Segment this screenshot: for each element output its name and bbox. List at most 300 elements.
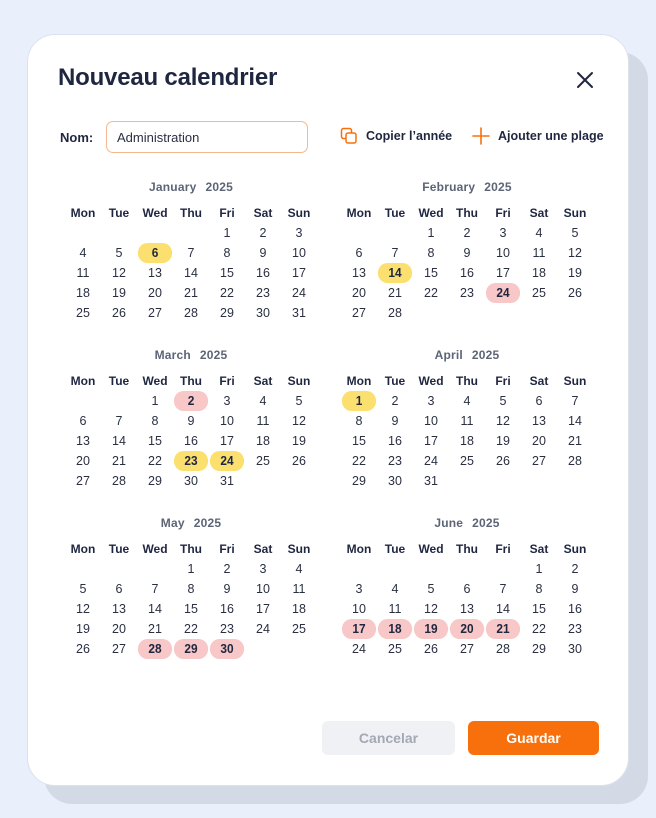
day-cell[interactable]: 5 <box>115 246 123 260</box>
day-cell[interactable]: 31 <box>220 474 234 488</box>
weekday-label: Sat <box>529 542 549 556</box>
day-cell[interactable]: 10 <box>424 414 438 428</box>
week-row <box>65 471 317 491</box>
day-cell[interactable]: 17 <box>292 266 306 280</box>
empty-day-cell <box>485 471 521 491</box>
day-cell[interactable]: 2 <box>391 394 399 408</box>
weekday-label: Sat <box>253 374 273 388</box>
weekday-label: Sat <box>529 374 549 388</box>
weekday-header <box>341 371 593 391</box>
month-name: June <box>434 516 464 530</box>
day-cell[interactable]: 28 <box>112 474 126 488</box>
day-cell[interactable]: 24 <box>352 642 366 656</box>
day-cell[interactable]: 23 <box>460 286 474 300</box>
week-row <box>65 579 317 599</box>
week-row <box>341 639 593 659</box>
day-cell[interactable]: 14 <box>148 602 162 616</box>
day-cell[interactable]: 7 <box>571 394 579 408</box>
week-row <box>341 223 593 243</box>
empty-day-cell <box>521 471 557 491</box>
day-cell[interactable]: 5 <box>571 226 579 240</box>
day-cell[interactable]: 13 <box>148 266 162 280</box>
day-cell[interactable]: 17 <box>496 266 510 280</box>
day-cell[interactable]: 22 <box>148 454 162 468</box>
day-cell[interactable]: 25 <box>460 454 474 468</box>
week-row <box>65 243 317 263</box>
day-cell[interactable]: 21 <box>388 286 402 300</box>
empty-day-cell <box>101 223 137 243</box>
month-title <box>65 515 317 531</box>
day-cell[interactable]: 3 <box>223 394 231 408</box>
day-cell[interactable]: 3 <box>259 562 267 576</box>
day-cell[interactable]: 2 <box>571 562 579 576</box>
day-cell[interactable]: 22 <box>424 286 438 300</box>
day-cell[interactable]: 7 <box>391 246 399 260</box>
day-cell[interactable]: 12 <box>292 414 306 428</box>
day-cell[interactable]: 16 <box>460 266 474 280</box>
day-cell[interactable]: 13 <box>532 414 546 428</box>
day-cell[interactable]: 12 <box>112 266 126 280</box>
dialog-title: Nouveau calendrier <box>58 64 278 91</box>
day-cell[interactable]: 24 <box>424 454 438 468</box>
day-cell[interactable]: 25 <box>292 622 306 636</box>
day-cell[interactable]: 17 <box>220 434 234 448</box>
day-cell[interactable]: 18 <box>292 602 306 616</box>
day-cell[interactable]: 23 <box>256 286 270 300</box>
day-cell[interactable]: 1 <box>187 562 195 576</box>
day-cell[interactable]: 22 <box>532 622 546 636</box>
day-cell[interactable]: 22 <box>184 622 198 636</box>
week-row <box>65 451 317 471</box>
week-row <box>65 283 317 303</box>
day-cell[interactable]: 25 <box>388 642 402 656</box>
copy-icon <box>340 127 358 145</box>
weekday-label: Sun <box>563 206 587 220</box>
day-cell[interactable]: 7 <box>115 414 123 428</box>
day-cell[interactable]: 12 <box>568 246 582 260</box>
day-cell[interactable]: 13 <box>460 602 474 616</box>
day-cell[interactable]: 13 <box>352 266 366 280</box>
empty-day-cell <box>341 223 377 243</box>
day-cell[interactable]: 12 <box>76 602 90 616</box>
day-cell[interactable]: 11 <box>460 414 474 428</box>
day-cell[interactable]: 17 <box>256 602 270 616</box>
day-cell[interactable]: 18 <box>532 266 546 280</box>
day-cell[interactable]: 9 <box>571 582 579 596</box>
day-cell[interactable]: 30 <box>184 474 198 488</box>
day-cell[interactable]: 3 <box>295 226 303 240</box>
empty-day-cell <box>557 471 593 491</box>
weekday-label: Fri <box>495 542 511 556</box>
day-cell[interactable]: 1 <box>427 226 435 240</box>
day-cell[interactable]: 20 <box>148 286 162 300</box>
day-cell[interactable]: 24 <box>486 283 520 303</box>
day-cell[interactable]: 4 <box>535 226 543 240</box>
weekday-label: Wed <box>142 374 168 388</box>
day-cell[interactable]: 6 <box>355 246 363 260</box>
day-cell[interactable]: 1 <box>151 394 159 408</box>
empty-day-cell <box>137 559 173 579</box>
day-cell[interactable]: 2 <box>463 226 471 240</box>
day-cell[interactable]: 6 <box>535 394 543 408</box>
weekday-header <box>65 371 317 391</box>
day-cell[interactable]: 26 <box>496 454 510 468</box>
day-cell[interactable]: 12 <box>424 602 438 616</box>
weekday-label: Thu <box>180 542 202 556</box>
day-cell[interactable]: 31 <box>292 306 306 320</box>
day-cell[interactable]: 27 <box>532 454 546 468</box>
day-cell[interactable]: 28 <box>184 306 198 320</box>
day-cell[interactable]: 4 <box>259 394 267 408</box>
day-cell[interactable]: 5 <box>499 394 507 408</box>
day-cell[interactable]: 11 <box>76 266 90 280</box>
day-cell[interactable]: 28 <box>496 642 510 656</box>
day-cell[interactable]: 21 <box>112 454 126 468</box>
day-cell[interactable]: 30 <box>210 639 244 659</box>
day-cell[interactable]: 9 <box>187 414 195 428</box>
week-row <box>341 579 593 599</box>
weekday-label: Tue <box>108 542 130 556</box>
weekday-header <box>65 203 317 223</box>
weekday-label: Wed <box>142 542 168 556</box>
day-cell[interactable]: 19 <box>568 266 582 280</box>
empty-day-cell <box>449 471 485 491</box>
day-cell[interactable]: 4 <box>79 246 87 260</box>
weekday-label: Fri <box>219 374 235 388</box>
day-cell[interactable]: 27 <box>148 306 162 320</box>
day-cell[interactable]: 16 <box>220 602 234 616</box>
day-cell[interactable]: 3 <box>499 226 507 240</box>
day-cell[interactable]: 6 <box>79 414 87 428</box>
name-input[interactable] <box>106 121 308 153</box>
empty-day-cell <box>449 559 485 579</box>
day-cell[interactable]: 4 <box>295 562 303 576</box>
day-cell[interactable]: 19 <box>496 434 510 448</box>
day-cell[interactable]: 4 <box>391 582 399 596</box>
day-cell[interactable]: 26 <box>76 642 90 656</box>
weekday-header <box>65 539 317 559</box>
month-year: 2025 <box>484 180 512 194</box>
day-cell[interactable]: 15 <box>424 266 438 280</box>
day-cell[interactable]: 5 <box>427 582 435 596</box>
day-cell[interactable]: 15 <box>220 266 234 280</box>
empty-day-cell <box>557 303 593 323</box>
weekday-label: Sat <box>529 206 549 220</box>
day-cell[interactable]: 30 <box>568 642 582 656</box>
day-cell[interactable]: 16 <box>388 434 402 448</box>
day-cell[interactable]: 18 <box>378 619 412 639</box>
day-cell[interactable]: 8 <box>427 246 435 260</box>
day-cell[interactable]: 15 <box>184 602 198 616</box>
day-cell[interactable]: 18 <box>460 434 474 448</box>
weekday-label: Wed <box>418 374 444 388</box>
day-cell[interactable]: 25 <box>532 286 546 300</box>
week-row <box>341 559 593 579</box>
month-calendar-june <box>341 515 593 659</box>
day-cell[interactable]: 20 <box>352 286 366 300</box>
day-cell[interactable]: 10 <box>256 582 270 596</box>
day-cell[interactable]: 16 <box>568 602 582 616</box>
day-cell[interactable]: 29 <box>532 642 546 656</box>
day-cell[interactable]: 29 <box>148 474 162 488</box>
copy-year-button[interactable] <box>340 127 452 145</box>
month-year: 2025 <box>205 180 233 194</box>
day-cell[interactable]: 1 <box>223 226 231 240</box>
weekday-label: Wed <box>418 542 444 556</box>
week-row <box>65 639 317 659</box>
weekday-label: Fri <box>219 206 235 220</box>
day-cell[interactable]: 1 <box>535 562 543 576</box>
day-cell[interactable]: 23 <box>568 622 582 636</box>
weekday-label: Fri <box>495 206 511 220</box>
weekday-label: Sun <box>287 206 311 220</box>
day-cell[interactable]: 16 <box>256 266 270 280</box>
day-cell[interactable]: 21 <box>148 622 162 636</box>
day-cell[interactable]: 10 <box>292 246 306 260</box>
day-cell[interactable]: 10 <box>496 246 510 260</box>
empty-day-cell <box>281 639 317 659</box>
day-cell[interactable]: 13 <box>76 434 90 448</box>
day-cell[interactable]: 21 <box>184 286 198 300</box>
day-cell[interactable]: 7 <box>151 582 159 596</box>
day-cell[interactable]: 27 <box>112 642 126 656</box>
new-calendar-dialog <box>27 34 629 786</box>
week-row <box>65 619 317 639</box>
day-cell[interactable]: 21 <box>568 434 582 448</box>
day-cell[interactable]: 14 <box>112 434 126 448</box>
day-cell[interactable]: 11 <box>532 246 546 260</box>
day-cell[interactable]: 21 <box>486 619 520 639</box>
day-cell[interactable]: 7 <box>187 246 195 260</box>
empty-day-cell <box>173 223 209 243</box>
day-cell[interactable]: 11 <box>256 414 270 428</box>
day-cell[interactable]: 10 <box>220 414 234 428</box>
empty-day-cell <box>521 303 557 323</box>
day-cell[interactable]: 8 <box>535 582 543 596</box>
day-cell[interactable]: 19 <box>76 622 90 636</box>
add-range-button[interactable] <box>472 127 604 145</box>
day-cell[interactable]: 6 <box>115 582 123 596</box>
week-row <box>65 559 317 579</box>
weekday-label: Thu <box>456 206 478 220</box>
day-cell[interactable]: 19 <box>292 434 306 448</box>
cancel-button[interactable]: Cancelar <box>322 721 455 755</box>
day-cell[interactable]: 17 <box>424 434 438 448</box>
day-cell[interactable]: 24 <box>210 451 244 471</box>
save-button[interactable]: Guardar <box>468 721 599 755</box>
weekday-label: Thu <box>180 206 202 220</box>
day-cell[interactable]: 3 <box>355 582 363 596</box>
weekday-label: Sat <box>253 542 273 556</box>
weekday-label: Sun <box>287 374 311 388</box>
day-cell[interactable]: 8 <box>223 246 231 260</box>
day-cell[interactable]: 24 <box>292 286 306 300</box>
day-cell[interactable]: 15 <box>148 434 162 448</box>
day-cell[interactable]: 11 <box>292 582 306 596</box>
day-cell[interactable]: 30 <box>256 306 270 320</box>
day-cell[interactable]: 14 <box>184 266 198 280</box>
week-row <box>341 243 593 263</box>
empty-day-cell <box>65 391 101 411</box>
empty-day-cell <box>413 559 449 579</box>
day-cell[interactable]: 26 <box>568 286 582 300</box>
day-cell[interactable]: 2 <box>174 391 208 411</box>
weekday-label: Wed <box>418 206 444 220</box>
day-cell[interactable]: 9 <box>223 582 231 596</box>
day-cell[interactable]: 29 <box>220 306 234 320</box>
weekday-label: Tue <box>108 374 130 388</box>
weekday-label: Mon <box>346 206 372 220</box>
month-name: April <box>434 348 463 362</box>
day-cell[interactable]: 28 <box>138 639 172 659</box>
month-calendar-may <box>65 515 317 659</box>
weekday-label: Fri <box>219 542 235 556</box>
empty-day-cell <box>341 559 377 579</box>
month-year: 2025 <box>199 348 228 362</box>
week-row <box>65 431 317 451</box>
day-cell[interactable]: 26 <box>292 454 306 468</box>
day-cell[interactable]: 26 <box>112 306 126 320</box>
day-cell[interactable]: 7 <box>499 582 507 596</box>
weekday-label: Thu <box>180 374 202 388</box>
day-cell[interactable]: 20 <box>532 434 546 448</box>
weekday-label: Mon <box>70 542 96 556</box>
week-row <box>65 599 317 619</box>
day-cell[interactable]: 12 <box>496 414 510 428</box>
month-calendar-january <box>65 179 317 323</box>
weekday-label: Mon <box>70 374 96 388</box>
day-cell[interactable]: 27 <box>352 306 366 320</box>
day-cell[interactable]: 24 <box>256 622 270 636</box>
month-name: January <box>149 180 197 194</box>
day-cell[interactable]: 14 <box>496 602 510 616</box>
day-cell[interactable]: 8 <box>355 414 363 428</box>
day-cell[interactable]: 22 <box>352 454 366 468</box>
day-cell[interactable]: 9 <box>391 414 399 428</box>
day-cell[interactable]: 17 <box>342 619 376 639</box>
month-year: 2025 <box>471 348 500 362</box>
day-cell[interactable]: 26 <box>424 642 438 656</box>
empty-day-cell <box>377 559 413 579</box>
day-cell[interactable]: 29 <box>352 474 366 488</box>
empty-day-cell <box>245 639 281 659</box>
weekday-label: Sun <box>563 542 587 556</box>
weekday-label: Mon <box>70 206 96 220</box>
month-title <box>341 179 593 195</box>
month-title <box>341 347 593 363</box>
week-row <box>65 223 317 243</box>
day-cell[interactable]: 2 <box>259 226 267 240</box>
day-cell[interactable]: 19 <box>112 286 126 300</box>
day-cell[interactable]: 25 <box>256 454 270 468</box>
day-cell[interactable]: 19 <box>414 619 448 639</box>
day-cell[interactable]: 18 <box>76 286 90 300</box>
week-row <box>341 451 593 471</box>
day-cell[interactable]: 15 <box>532 602 546 616</box>
empty-day-cell <box>65 559 101 579</box>
weekday-label: Wed <box>142 206 168 220</box>
empty-day-cell <box>485 303 521 323</box>
day-cell[interactable]: 29 <box>174 639 208 659</box>
week-row <box>341 619 593 639</box>
day-cell[interactable]: 5 <box>295 394 303 408</box>
week-row <box>341 303 593 323</box>
empty-day-cell <box>101 559 137 579</box>
close-icon[interactable] <box>573 68 597 92</box>
day-cell[interactable]: 9 <box>259 246 267 260</box>
month-title <box>65 347 317 363</box>
day-cell[interactable]: 11 <box>388 602 402 616</box>
day-cell[interactable]: 14 <box>378 263 412 283</box>
month-calendar-march <box>65 347 317 491</box>
empty-day-cell <box>101 391 137 411</box>
month-name: February <box>422 180 476 194</box>
day-cell[interactable]: 28 <box>568 454 582 468</box>
empty-day-cell <box>65 223 101 243</box>
month-name: March <box>154 348 191 362</box>
weekday-label: Fri <box>495 374 511 388</box>
day-cell[interactable]: 6 <box>463 582 471 596</box>
day-cell[interactable]: 4 <box>463 394 471 408</box>
empty-day-cell <box>377 223 413 243</box>
week-row <box>341 471 593 491</box>
weekday-label: Sun <box>287 542 311 556</box>
day-cell[interactable]: 20 <box>450 619 484 639</box>
day-cell[interactable]: 5 <box>79 582 87 596</box>
day-cell[interactable]: 27 <box>460 642 474 656</box>
empty-day-cell <box>413 303 449 323</box>
week-row <box>341 283 593 303</box>
day-cell[interactable]: 22 <box>220 286 234 300</box>
day-cell[interactable]: 30 <box>388 474 402 488</box>
day-cell[interactable]: 20 <box>76 454 90 468</box>
day-cell[interactable]: 1 <box>342 391 376 411</box>
day-cell[interactable]: 8 <box>151 414 159 428</box>
month-calendar-february <box>341 179 593 323</box>
add-range-label: Ajouter une plage <box>498 129 604 143</box>
day-cell[interactable]: 20 <box>112 622 126 636</box>
empty-day-cell <box>281 471 317 491</box>
day-cell[interactable]: 10 <box>352 602 366 616</box>
weekday-label: Sun <box>563 374 587 388</box>
day-cell[interactable]: 31 <box>424 474 438 488</box>
day-cell[interactable]: 3 <box>427 394 435 408</box>
week-row <box>65 263 317 283</box>
day-cell[interactable]: 15 <box>352 434 366 448</box>
day-cell[interactable]: 23 <box>220 622 234 636</box>
day-cell[interactable]: 28 <box>388 306 402 320</box>
day-cell[interactable]: 25 <box>76 306 90 320</box>
day-cell[interactable]: 9 <box>463 246 471 260</box>
weekday-label: Sat <box>253 206 273 220</box>
day-cell[interactable]: 13 <box>112 602 126 616</box>
week-row <box>65 303 317 323</box>
day-cell[interactable]: 14 <box>568 414 582 428</box>
weekday-label: Tue <box>384 374 406 388</box>
day-cell[interactable]: 23 <box>174 451 208 471</box>
week-row <box>341 263 593 283</box>
day-cell[interactable]: 16 <box>184 434 198 448</box>
day-cell[interactable]: 8 <box>187 582 195 596</box>
day-cell[interactable]: 6 <box>138 243 172 263</box>
weekday-label: Mon <box>346 374 372 388</box>
day-cell[interactable]: 2 <box>223 562 231 576</box>
empty-day-cell <box>485 559 521 579</box>
day-cell[interactable]: 27 <box>76 474 90 488</box>
day-cell[interactable]: 23 <box>388 454 402 468</box>
week-row <box>341 599 593 619</box>
day-cell[interactable]: 18 <box>256 434 270 448</box>
